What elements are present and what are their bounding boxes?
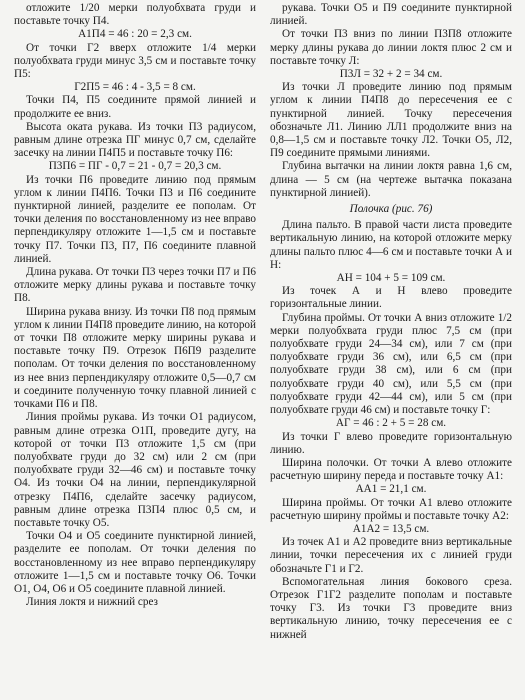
paragraph: Длина рукава. От точки П3 через точки П7 и П6 отложите мерку длины рукава и поставьте точку П8. xyxy=(14,266,256,305)
paragraph: Из точки Г влево проведите горизонтальную линию. xyxy=(270,430,512,456)
formula: А1А2 = 13,5 см. xyxy=(352,522,430,535)
paragraph: Глубина вытачки на линии локтя равна 1,6 см, длина — 5 см (на чертеже вытачка показана пунктирной линией). xyxy=(270,160,512,199)
paragraph: Ширина полочки. От точки А влево отложите расчетную ширину переда и поставьте точку А1: xyxy=(270,456,512,483)
paragraph: Ширина рукава внизу. Из точки П8 под прямым углом к линии П4П8 проведите линию, на которой от точки П8 отложите мерку ширины рукава и поставьте точку П9. Отрезок П6П9 разделите пополам. От точки деления по восстановленному из нее вниз перпендикуляру отложите 0,5—0,7 см и соедините полученную точку плавной линией с точками П6 и П8. xyxy=(14,305,256,411)
paragraph: Глубина проймы. От точки А вниз отложите 1/2 мерки полуобхвата груди плюс 7,5 см (при полуобхвате груди 24—34 см), или 7 см (при полуобхвате груди 36 см), или 6,5 см (при полуобхвате груди 38 см), или 6 см (при полуобхвате груди 40 см), или 5,5 см (при полуобхвате груди 42—44 см), или 5 см (при полуобхвате груди 46 см) и поставьте точку Г: xyxy=(270,311,512,417)
paragraph: Точки О4 и О5 соедините пунктирной линией, разделите ее пополам. От точки деления по восстановленному из нее вправо перпендикуляру отложите 1—1,5 см и поставьте точку О6. Точки О1, О4, О6 и О5 соедините плавной линией. xyxy=(14,530,256,595)
paragraph: Высота оката рукава. Из точки П3 радиусом, равным длине отрезка ПГ минус 0,7 см, сделайте засечку на линии П4П5 и поставьте точку П6: xyxy=(14,120,256,160)
formula: АГ = 46 : 2 + 5 = 28 см. xyxy=(335,417,447,430)
paragraph: отложите 1/20 мерки полуобхвата груди и поставьте точку П4. xyxy=(14,2,256,28)
paragraph: Линия локтя и нижний срез xyxy=(26,596,158,609)
paragraph: Длина пальто. В правой части листа проведите вертикальную линию, на которой отложите мерку длины пальто плюс 4—6 см и поставьте точки А и Н: xyxy=(270,219,512,271)
paragraph: Из точек А1 и А2 проведите вниз вертикальные линии, точки пересечения их с линией груди обозначьте Г1 и Г2. xyxy=(270,536,512,575)
paragraph: От точки П3 вниз по линии П3П8 отложите мерку длины рукава до линии локтя плюс 2 см и поставьте точку Л: xyxy=(270,28,512,67)
formula: Г2П5 = 46 : 4 - 3,5 = 8 см. xyxy=(74,81,196,94)
right-column xyxy=(270,2,512,700)
paragraph: Точки П4, П5 соедините прямой линией и продолжите ее вниз. xyxy=(14,94,256,120)
formula: АА1 = 21,1 см. xyxy=(355,483,427,496)
section-caption: Полочка (рис. 76) xyxy=(349,203,433,216)
formula: АН = 104 + 5 = 109 см. xyxy=(336,272,446,285)
paragraph: Ширина проймы. От точки А1 влево отложите расчетную ширину проймы и поставьте точку А2: xyxy=(270,496,512,522)
left-column xyxy=(14,2,256,700)
paragraph: Линия проймы рукава. Из точки О1 радиусом, равным длине отрезка О1П, проведите дугу, на которой от точки П3 отложите 1,5 см (при полуобхвате груди до 32 см) или 2 см (при полуобхвате груди 32—46 см) и поставьте точку О4. Из точки О4 на линии, перпендикулярной отрезку П4П6, сделайте засечку радиусом, равным длине отрезка П3П4 плюс 0,5 см, и поставьте точку О5. xyxy=(14,411,256,529)
paragraph: Вспомогательная линия бокового среза. Отрезок Г1Г2 разделите пополам и поставьте точку Г3. Из точки Г3 проведите вниз вертикальную линию, точку пересечения ее с нижней xyxy=(270,575,512,641)
formula: А1П4 = 46 : 20 = 2,3 см. xyxy=(78,28,192,41)
formula: П3П6 = ПГ - 0,7 = 21 - 0,7 = 20,3 см. xyxy=(48,160,222,173)
paragraph: Из точек А и Н влево проведите горизонтальные линии. xyxy=(270,285,512,311)
paragraph: Из точки П6 проведите линию под прямым углом к линии П4П6. Точки П3 и П6 соедините пунктирной линией, разделите ее пополам. От точки деления по восстановленному из нее вправо перпендикуляру отложите 1—1,5 см и поставьте точку П7. Точки П3, П7, П6 соедините плавной линией. xyxy=(14,173,256,265)
formula: П3Л = 32 + 2 = 34 см. xyxy=(339,68,443,81)
paragraph: рукава. Точки О5 и П9 соедините пунктирной линией. xyxy=(270,2,512,28)
paragraph: От точки Г2 вверх отложите 1/4 мерки полуобхвата груди минус 3,5 см и поставьте точку П5: xyxy=(14,41,256,81)
paragraph: Из точки Л проведите линию под прямым углом к линии П4П8 до пересечения ее с пунктирной линией. Точку пересечения обозначьте Л1. Линию ЛЛ1 продолжите вниз на 0,8—1,5 см и поставьте точку Л2. Точки О5, Л2, П9 соедините прямыми линиями. xyxy=(270,81,512,160)
